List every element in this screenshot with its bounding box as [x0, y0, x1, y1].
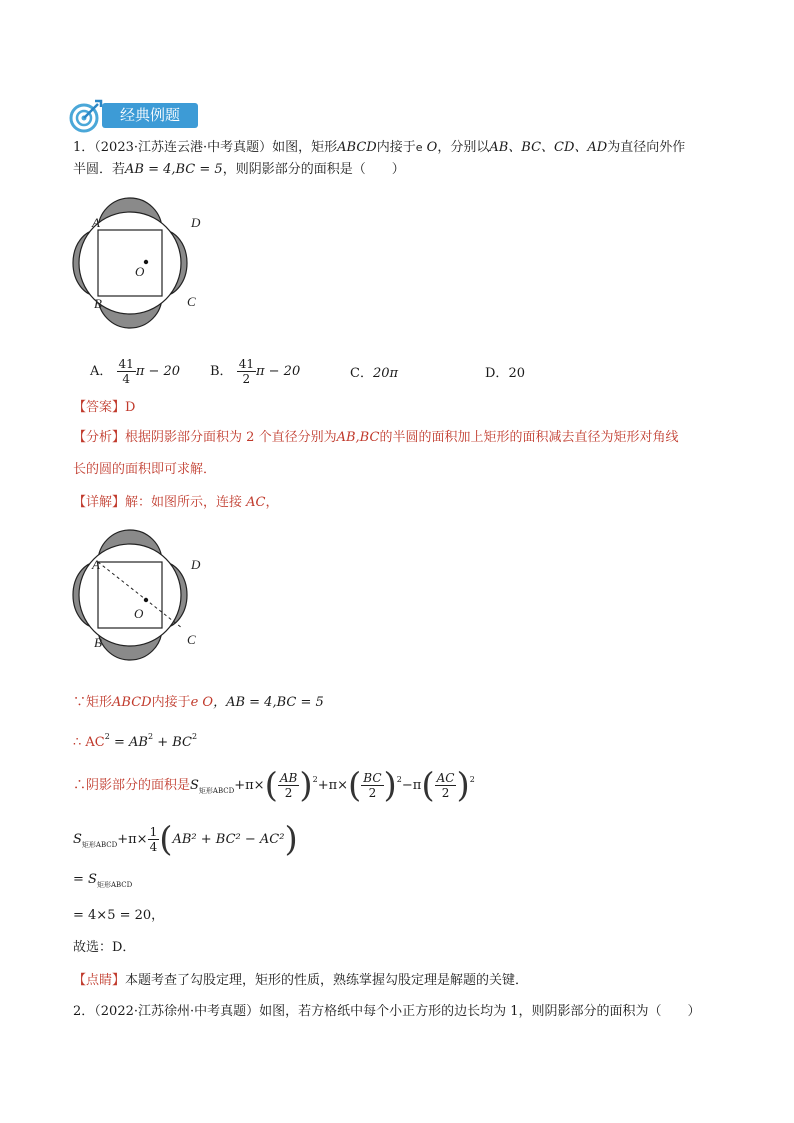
svg-text:B: B	[94, 635, 102, 650]
svg-text:A: A	[92, 557, 100, 572]
option-a: A． $\frac{41}{4}$ π − 20	[90, 357, 181, 386]
step-4: $S_{矩形ABCD}+\pi\times$ $\frac{1}{4}$ (AB² + BC² − AC²)	[73, 819, 298, 860]
q1-line1: 1．（2023·江苏连云港·中考真题）如图，矩形ABCD内接于e O，分别以AB、BC、CD、AD为直径向外作	[73, 140, 686, 155]
q2-line: 2．（2022·江苏徐州·中考真题）如图，若方格纸中每个小正方形的边长均为 1，则阴影部分的面积为（ ）	[73, 1004, 701, 1019]
analysis-line2: 长的圆的面积即可求解．	[73, 462, 217, 477]
svg-text:C: C	[187, 632, 196, 647]
label-a: A	[92, 215, 100, 230]
choose-line: 故选：D．	[73, 940, 136, 955]
analysis-line1: 【分析】根据阴影部分面积为 2 个直径分别为AB,BC的半圆的面积加上矩形的面积减去直径为矩形对角线	[73, 430, 679, 445]
figure-rectangle-circle	[70, 190, 230, 340]
option-c: C．20π	[350, 366, 399, 381]
option-b: B． $\frac{41}{2}$ π − 20	[210, 357, 301, 386]
step-1: ∵矩形ABCD内接于e O，AB = 4,BC = 5	[73, 695, 324, 710]
step-3: ∴阴影部分的面积是$S_{矩形ABCD}+\pi\times$( $\frac{AB}{2}$ )$^2$+π×( $\frac{BC}{2}$ )$^2$−π( $\frac{AC}{2}$ )$^2$	[73, 765, 475, 806]
svg-text:D: D	[191, 557, 201, 572]
step-5: = $S_{矩形ABCD}$	[73, 872, 133, 889]
q1-line2: 半圆．若AB = 4,BC = 5，则阴影部分的面积是（ ）	[73, 162, 405, 177]
section-title-badge	[102, 103, 198, 128]
label-o: O	[135, 264, 145, 279]
section-header	[66, 98, 201, 132]
answer-line: 【答案】D	[73, 400, 136, 415]
center-dot	[144, 260, 148, 264]
figure-rectangle-diagonal	[70, 522, 230, 672]
step-6: = 4×5 = 20，	[73, 908, 165, 923]
option-d: D．20	[485, 366, 525, 381]
detail-line: 【详解】解：如图所示，连接 AC，	[73, 495, 279, 510]
svg-text:O: O	[134, 606, 144, 621]
label-b: B	[94, 296, 102, 311]
step-2: ∴ $AC^2 = AB^2 + BC^2$	[73, 732, 198, 750]
comment-line: 【点睛】本题考查了勾股定理，矩形的性质，熟练掌握勾股定理是解题的关键．	[73, 973, 529, 988]
section-title: 经典例题	[119, 106, 180, 124]
label-d: D	[191, 215, 201, 230]
label-c: C	[187, 294, 196, 309]
target-arrow-icon	[66, 98, 104, 134]
